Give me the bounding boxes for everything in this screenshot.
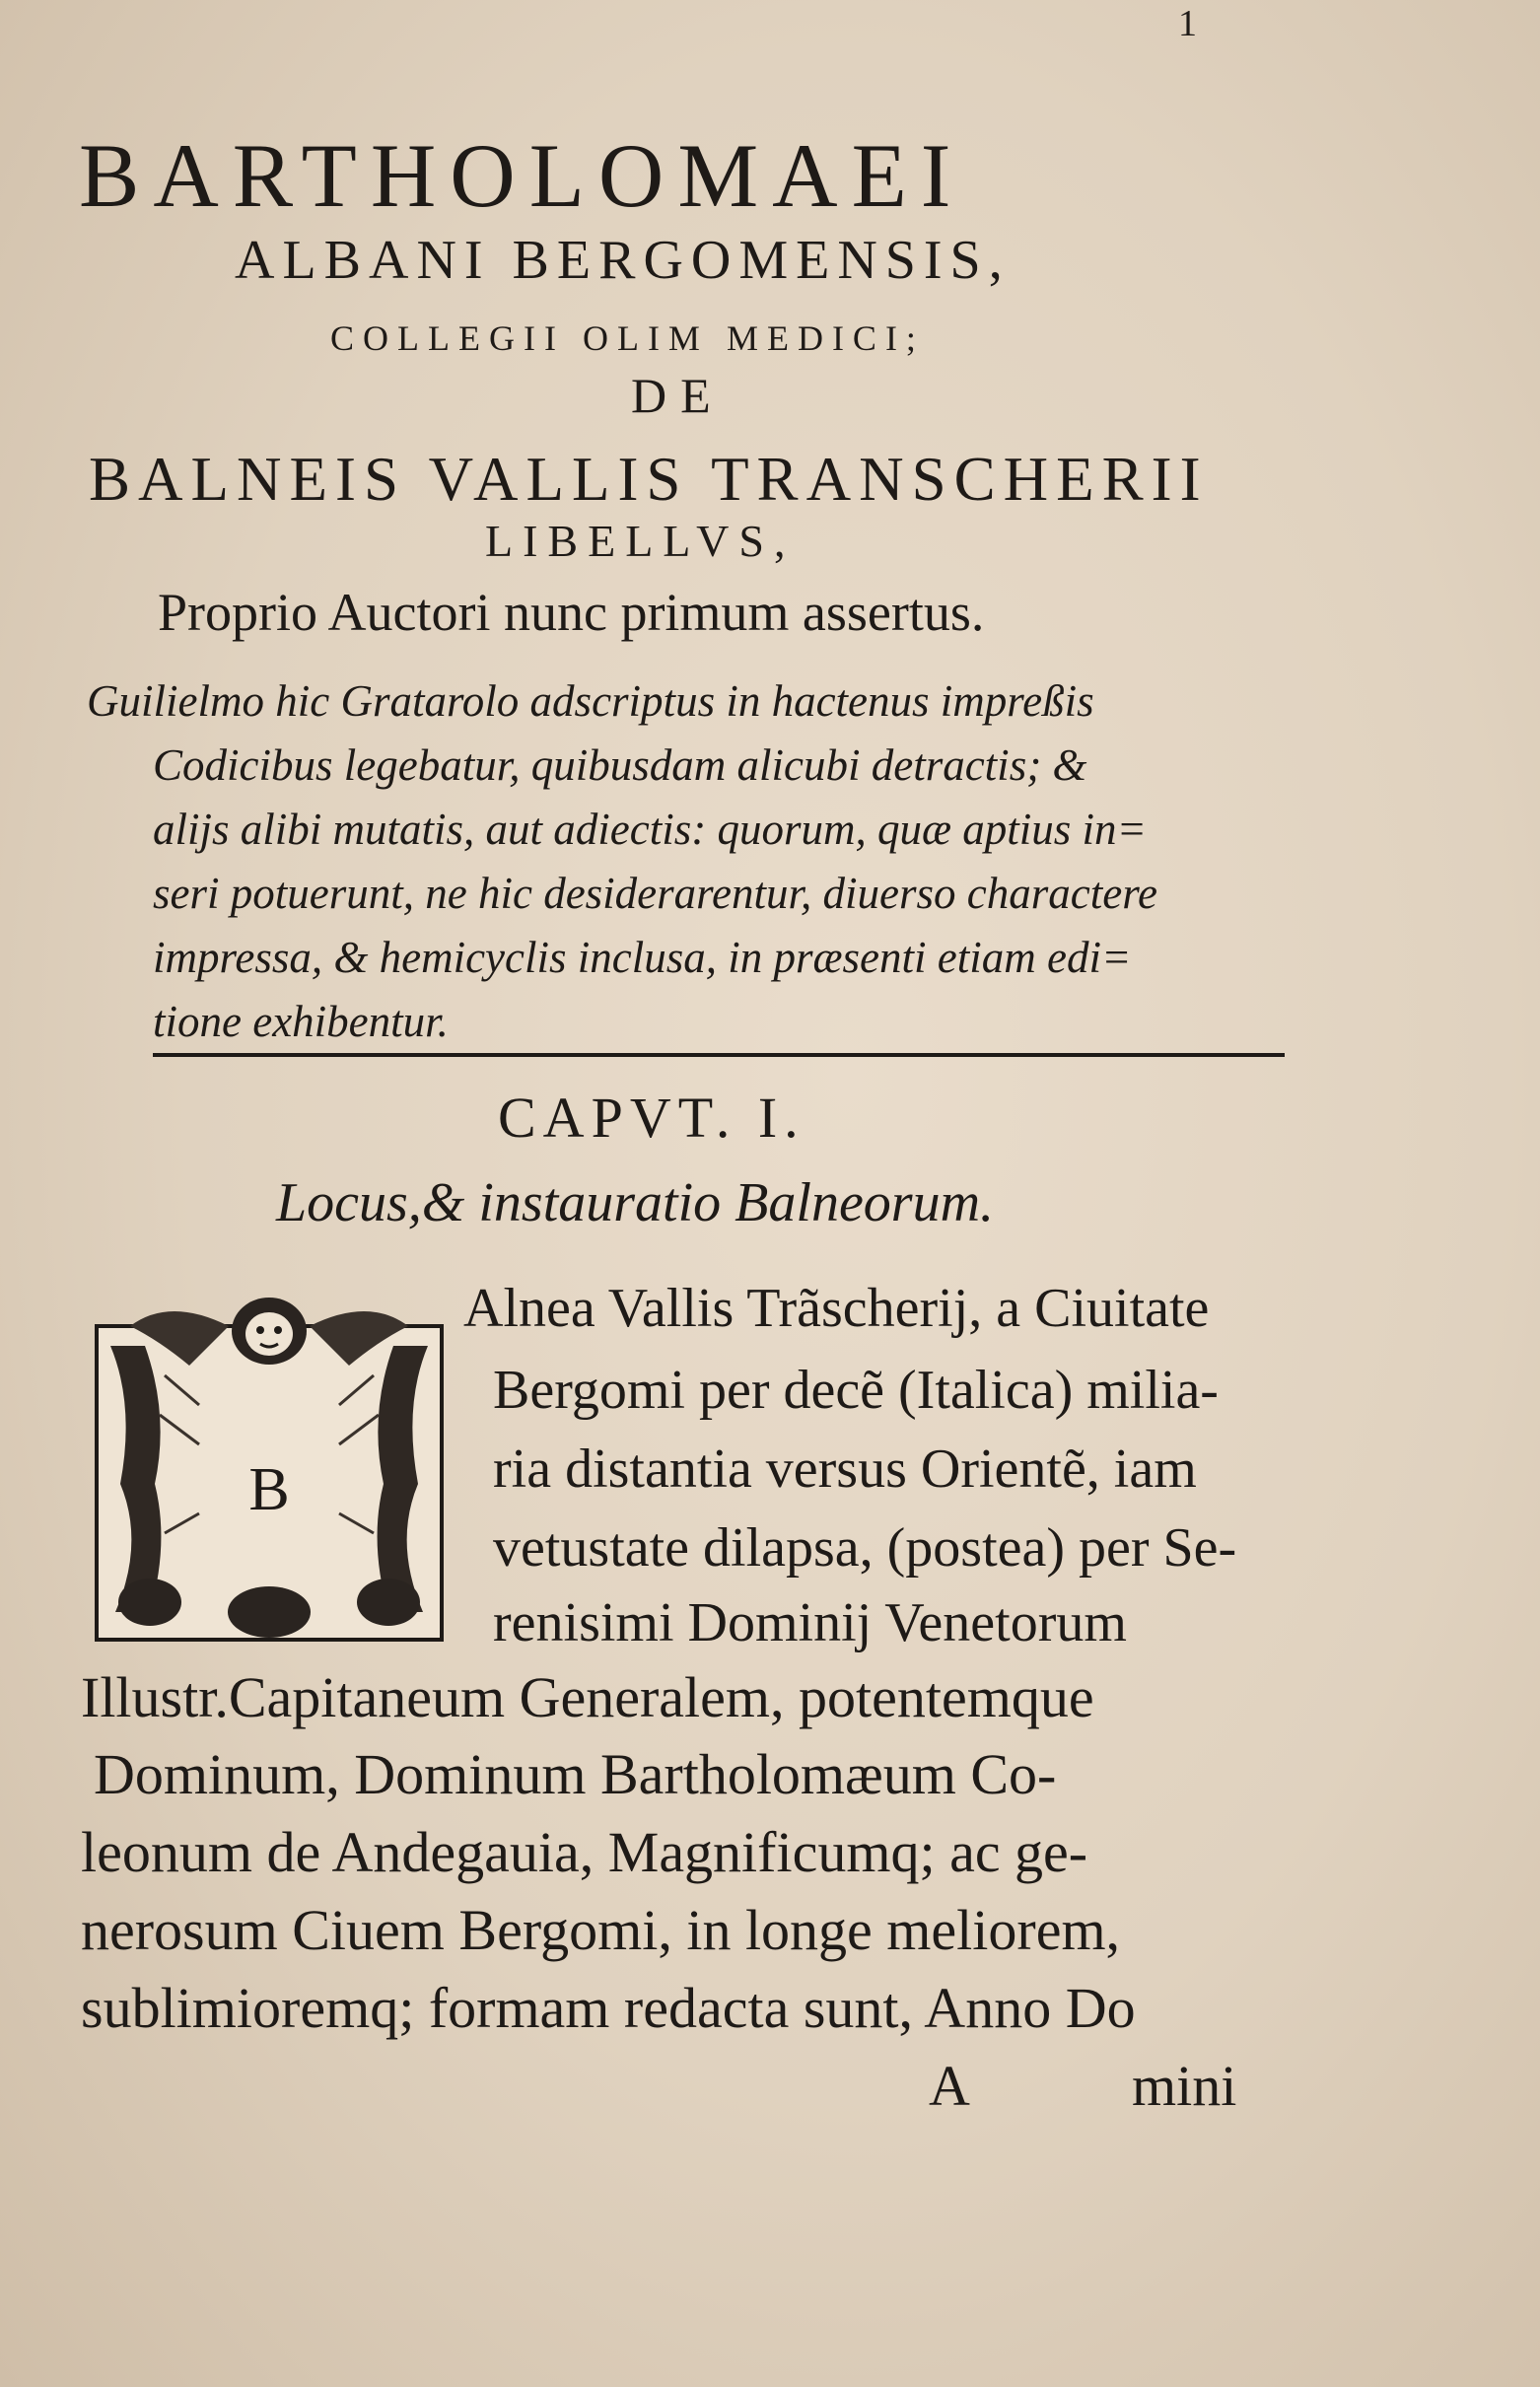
note-line: impressa, & hemicyclis inclusa, in præsenti etiam edi=: [153, 933, 1132, 982]
body-line: Illustr.Capitaneum Generalem, potentemque: [81, 1665, 1094, 1729]
body-line: vetustate dilapsa, (postea) per Se-: [493, 1517, 1237, 1579]
title-author-origin: ALBANI BERGOMENSIS,: [235, 230, 1011, 291]
body-line: renisimi Dominij Venetorum: [493, 1592, 1127, 1653]
title-work-name: BALNEIS VALLIS TRANSCHERII: [89, 445, 1209, 514]
note-line: Codicibus legebatur, quibusdam alicubi detractis; &: [153, 740, 1087, 790]
signature-mark: A: [929, 2054, 970, 2118]
decorated-initial: [91, 1287, 448, 1651]
note-line: tione exhibentur.: [153, 997, 449, 1046]
note-line: Guilielmo hic Gratarolo adscriptus in hactenus impreßis: [87, 676, 1094, 726]
initial-letter: B: [248, 1456, 290, 1523]
catchword: mini: [1132, 2054, 1237, 2118]
chapter-subtitle: Locus,& instauratio Balneorum.: [276, 1172, 995, 1233]
body-line: ria distantia versus Orientẽ, iam: [493, 1439, 1197, 1500]
body-line: nerosum Ciuem Bergomi, in longe meliorem,: [81, 1898, 1121, 1962]
page-number: 1: [1178, 3, 1197, 44]
title-author-college: COLLEGII OLIM MEDICI;: [330, 318, 925, 358]
chapter-heading: CAPVT. I.: [498, 1086, 805, 1150]
title-libellus: LIBELLVS,: [485, 516, 796, 566]
divider-rule: [153, 1053, 1285, 1057]
note-line: seri potuerunt, ne hic desiderarentur, diuerso charactere: [153, 869, 1158, 918]
title-attribution: Proprio Auctori nunc primum assertus.: [158, 583, 985, 642]
body-line: leonum de Andegauia, Magnificumq; ac ge-: [81, 1820, 1088, 1884]
title-de: DE: [631, 368, 725, 423]
ornament-woodcut-icon: [91, 1287, 448, 1651]
body-line: sublimioremq; formam redacta sunt, Anno Do: [81, 1976, 1136, 2040]
title-author-name: BARTHOLOMAEI: [79, 125, 965, 226]
note-line: alijs alibi mutatis, aut adiectis: quorum, quæ aptius in=: [153, 805, 1147, 854]
body-line: Alnea Vallis Trãscherij, a Ciuitate: [463, 1278, 1210, 1339]
body-line: Bergomi per decẽ (Italica) milia-: [493, 1360, 1219, 1421]
body-line: Dominum, Dominum Bartholomæum Co-: [94, 1742, 1057, 1806]
